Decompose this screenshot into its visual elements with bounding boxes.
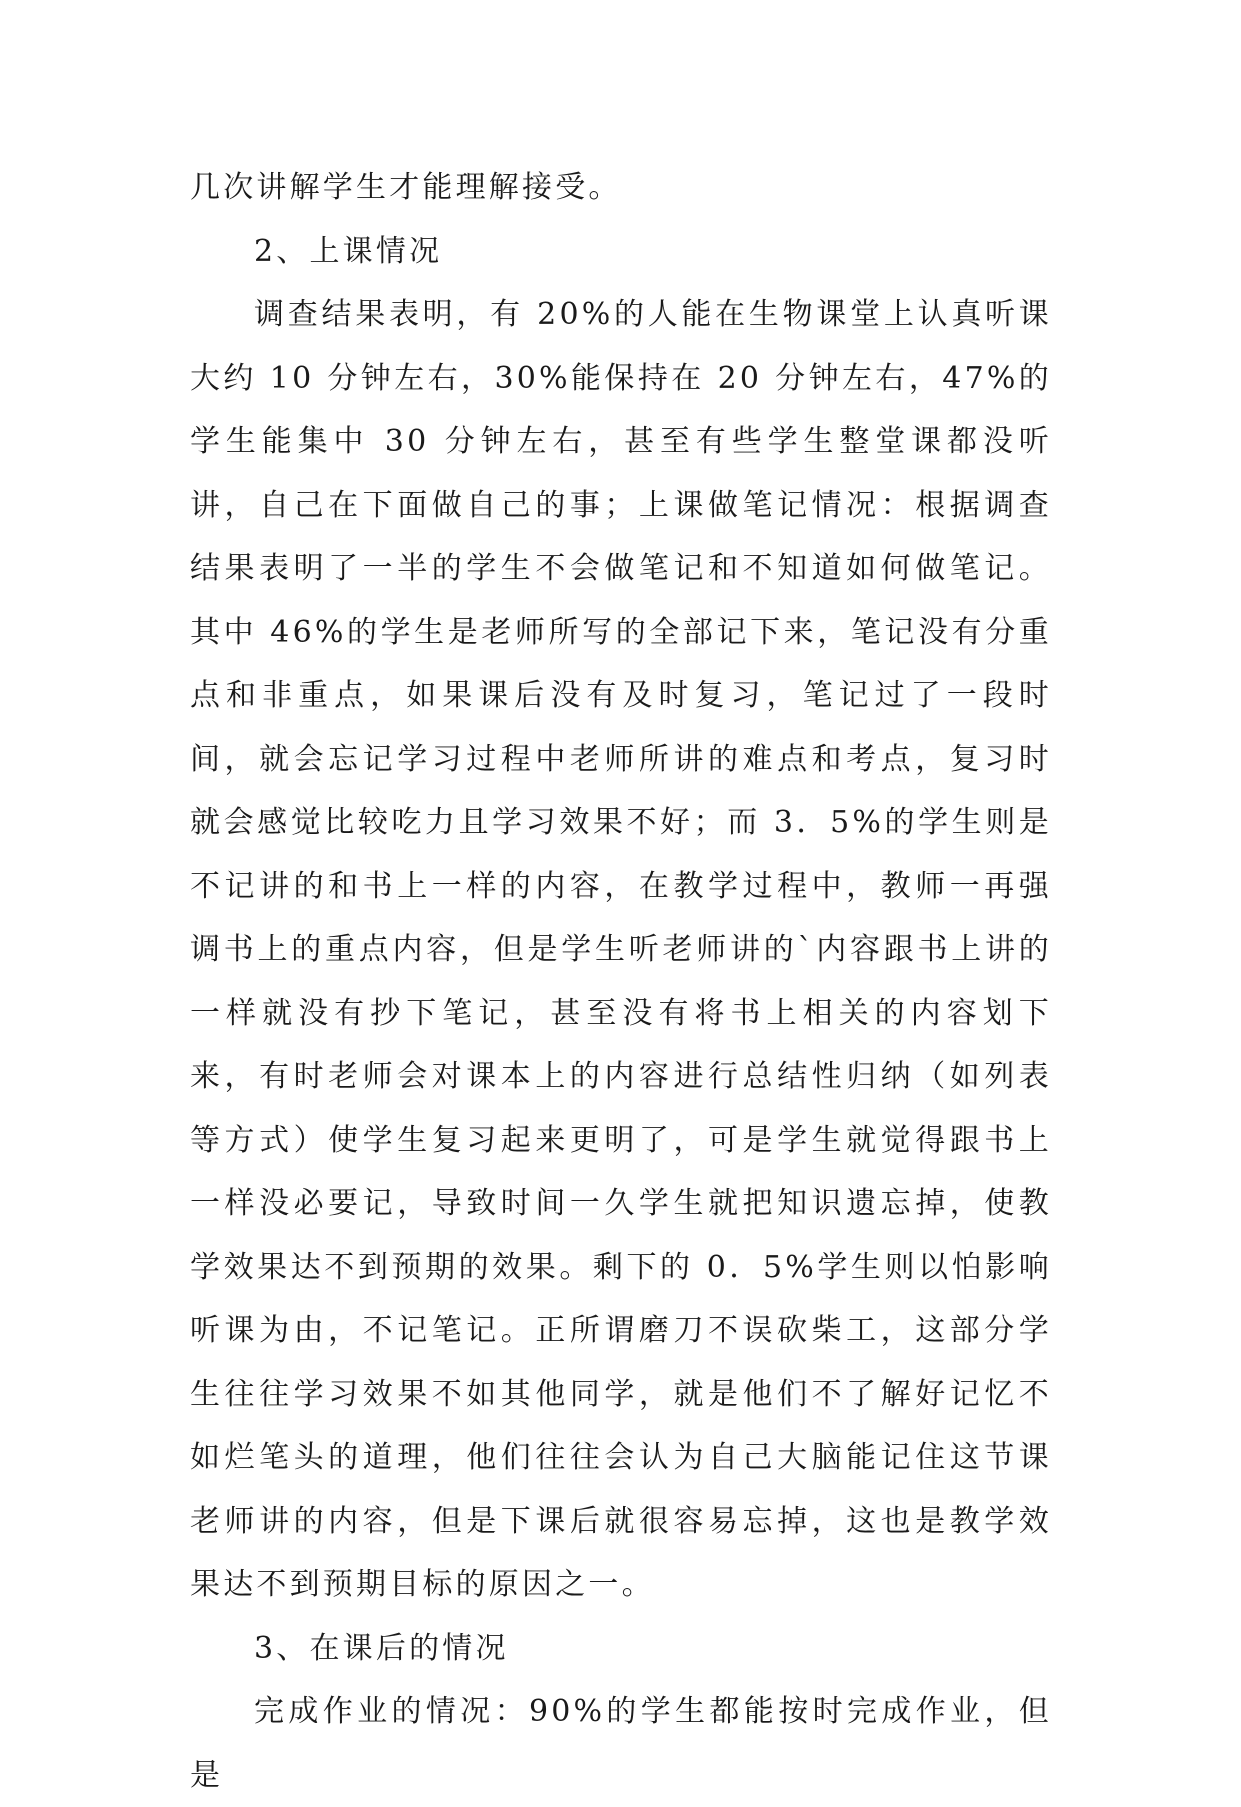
paragraph-continuation: 几次讲解学生才能理解接受。 <box>190 170 622 205</box>
paragraph-class-situation: 调查结果表明，有 20%的人能在生物课堂上认真听课大约 10 分钟左右，30%能保持在 20 分钟左右，47%的学生能集中 30 分钟左右，甚至有些学生整堂课都没听讲，自己在下面做自己的事；上课做笔记情况：根据调查结果表明了一半的学生不会做笔记和不知道如何做笔记。其中 46%的学生是老师所写的全部记下来，笔记没有分重点和非重点，如果课后没有及时复习，笔记过了一段时间，就会忘记学习过程中老师所讲的难点和考点，复习时就会感觉比较吃力且学习效果不好；而 3．5%的学生则是不记讲的和书上一样的内容，在教学过程中，教师一再强调书上的重点内容，但是学生听老师讲的`内容跟书上讲的一样就没有抄下笔记，甚至没有将书上相关的内容划下来，有时老师会对课本上的内容进行总结性归纳（如列表等方式）使学生复习起来更明了，可是学生就觉得跟书上一样没必要记，导致时间一久学生就把知识遗忘掉，使教学效果达不到预期的效果。剩下的 0．5%学生则以怕影响听课为由，不记笔记。正所谓磨刀不误砍柴工，这部分学生往往学习效果不如其他同学，就是他们不了解好记忆不如烂笔头的道理，他们往往会认为自己大脑能记住这节课老师讲的内容，但是下课后就很容易忘掉，这也是教学效果达不到预期目标的原因之一。 <box>190 297 1052 1602</box>
document-body <box>190 156 1052 1807</box>
section-heading-3: 3、在课后的情况 <box>254 1630 509 1666</box>
section-heading-2: 2、上课情况 <box>254 233 443 269</box>
paragraph-homework: 完成作业的情况：90%的学生都能按时完成作业，但是 <box>190 1694 1052 1793</box>
